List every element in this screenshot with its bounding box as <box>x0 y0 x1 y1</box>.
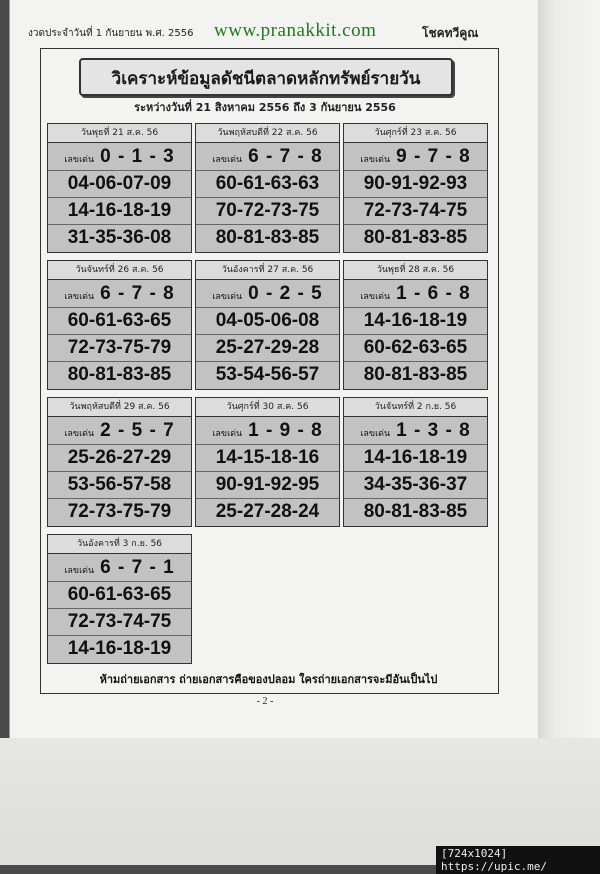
number-set-row: 80-81-83-85 <box>363 501 468 522</box>
lead-label: เลขเด่น <box>64 429 95 439</box>
number-set-row: 70-72-73-75 <box>196 197 339 225</box>
lead-numbers: 6 - 7 - 8 <box>100 283 175 304</box>
lead-number-row <box>48 417 191 445</box>
title-banner <box>79 58 453 96</box>
page-title: วิเคราะห์ข้อมูลดัชนีตลาดหลักทรัพย์รายวัน <box>111 69 421 89</box>
number-set-row: 60-61-63-65 <box>48 307 191 335</box>
number-set-row: 25-27-28-24 <box>215 501 320 522</box>
lead-label: เลขเด่น <box>360 292 391 302</box>
lead-number-row <box>344 280 487 308</box>
number-set-row: 34-35-36-37 <box>344 471 487 499</box>
card-date: วันจันทร์ที่ 26 ส.ค. 56 <box>48 261 191 280</box>
lead-number-row <box>344 417 487 445</box>
lead-number-row <box>196 417 339 445</box>
lead-numbers: 9 - 7 - 8 <box>396 146 471 167</box>
lead-number-row <box>344 143 487 171</box>
lead-number-row <box>196 143 339 171</box>
number-set-row: 14-16-18-19 <box>67 638 172 659</box>
number-set-row: 60-61-63-63 <box>196 170 339 198</box>
date-range-subtitle: ระหว่างวันที่ 21 สิงหาคม 2556 ถึง 3 กันยายน 2556 <box>134 101 396 114</box>
lead-label: เลขเด่น <box>360 429 391 439</box>
lead-label: เลขเด่น <box>212 155 243 165</box>
page-number: - 2 - <box>256 696 274 707</box>
day-card <box>195 397 340 527</box>
number-set-row: 53-54-56-57 <box>215 364 320 385</box>
page-header <box>28 20 498 48</box>
lead-label: เลขเด่น <box>64 155 95 165</box>
lead-numbers: 0 - 2 - 5 <box>248 283 323 304</box>
day-card <box>47 260 192 390</box>
day-card <box>343 260 488 390</box>
number-set-row: 90-91-92-93 <box>344 170 487 198</box>
day-card <box>47 397 192 527</box>
number-set-row: 14-16-18-19 <box>344 444 487 472</box>
card-date: วันพุธที่ 21 ส.ค. 56 <box>48 124 191 143</box>
lead-number-row <box>48 554 191 582</box>
lead-label: เลขเด่น <box>64 292 95 302</box>
number-set-row: 80-81-83-85 <box>363 364 468 385</box>
card-date: วันจันทร์ที่ 2 ก.ย. 56 <box>344 398 487 417</box>
number-set-row: 72-73-75-79 <box>67 501 172 522</box>
number-set-row: 60-61-63-65 <box>48 581 191 609</box>
number-set-row: 31-35-36-08 <box>67 227 172 248</box>
number-set-row: 25-26-27-29 <box>48 444 191 472</box>
number-set-row: 04-06-07-09 <box>48 170 191 198</box>
number-set-row: 72-73-74-75 <box>344 197 487 225</box>
card-date: วันศุกร์ที่ 23 ส.ค. 56 <box>344 124 487 143</box>
lead-numbers: 2 - 5 - 7 <box>100 420 175 441</box>
day-card <box>47 123 192 253</box>
issue-date-line: งวดประจำวันที่ 1 กันยายน พ.ศ. 2556 <box>28 28 194 39</box>
image-watermark: [724x1024] https://upic.me/ <box>436 846 600 874</box>
card-date: วันอังคารที่ 3 ก.ย. 56 <box>48 535 191 554</box>
day-card <box>195 123 340 253</box>
card-date: วันศุกร์ที่ 30 ส.ค. 56 <box>196 398 339 417</box>
lead-label: เลขเด่น <box>212 429 243 439</box>
lead-numbers: 0 - 1 - 3 <box>100 146 175 167</box>
lead-label: เลขเด่น <box>212 292 243 302</box>
number-set-row: 90-91-92-95 <box>196 471 339 499</box>
number-set-row: 72-73-75-79 <box>48 334 191 362</box>
number-set-row: 60-62-63-65 <box>344 334 487 362</box>
copy-warning-note: ห้ามถ่ายเอกสาร ถ่ายเอกสารคือของปลอม ใครถ่ายเอกสารจะมีอันเป็นไป <box>99 673 438 686</box>
lead-numbers: 6 - 7 - 1 <box>100 557 175 578</box>
number-set-row: 80-81-83-85 <box>215 227 320 248</box>
lead-label: เลขเด่น <box>64 566 95 576</box>
day-card <box>343 123 488 253</box>
number-set-row: 04-05-06-08 <box>196 307 339 335</box>
card-date: วันอังคารที่ 27 ส.ค. 56 <box>196 261 339 280</box>
card-date: วันพฤหัสบดีที่ 29 ส.ค. 56 <box>48 398 191 417</box>
number-set-row: 25-27-29-28 <box>196 334 339 362</box>
day-card <box>195 260 340 390</box>
lead-numbers: 1 - 6 - 8 <box>396 283 471 304</box>
lead-numbers: 6 - 7 - 8 <box>248 146 323 167</box>
page-edge-shadow <box>538 0 600 738</box>
number-set-row: 72-73-74-75 <box>48 608 191 636</box>
lead-number-row <box>48 280 191 308</box>
number-set-row: 80-81-83-85 <box>363 227 468 248</box>
magazine-name: โชคทวีคูณ <box>422 26 479 40</box>
lead-numbers: 1 - 3 - 8 <box>396 420 471 441</box>
number-set-row: 14-15-18-16 <box>196 444 339 472</box>
number-set-row: 14-16-18-19 <box>48 197 191 225</box>
lead-numbers: 1 - 9 - 8 <box>248 420 323 441</box>
number-set-row: 80-81-83-85 <box>67 364 172 385</box>
number-set-row: 53-56-57-58 <box>48 471 191 499</box>
number-set-row: 14-16-18-19 <box>344 307 487 335</box>
website-name: www.pranakkit.com <box>214 20 377 41</box>
lead-number-row <box>48 143 191 171</box>
lead-number-row <box>196 280 339 308</box>
lead-label: เลขเด่น <box>360 155 391 165</box>
day-card <box>47 534 192 664</box>
day-card <box>343 397 488 527</box>
card-date: วันพฤหัสบดีที่ 22 ส.ค. 56 <box>196 124 339 143</box>
card-date: วันพุธที่ 28 ส.ค. 56 <box>344 261 487 280</box>
